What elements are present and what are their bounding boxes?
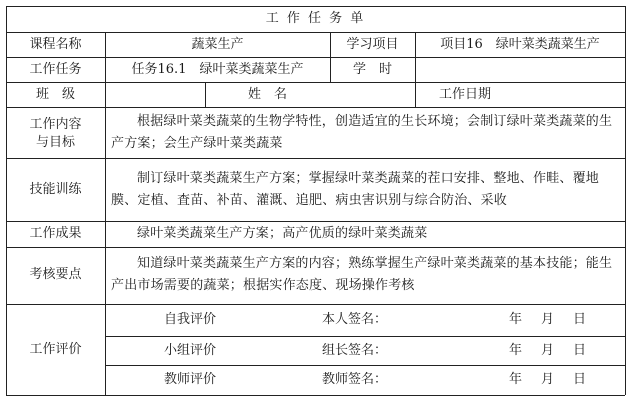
content-text: 根据绿叶菜类蔬菜的生物学特性，创造适宜的生长环境；会制订绿叶菜类蔬菜的生产方案；会生产绿叶菜类蔬菜: [111, 114, 613, 151]
sheet-title: 工 作 任 务 单: [265, 11, 366, 26]
eval-type-group: 小组评价: [163, 343, 216, 358]
rule: [105, 365, 625, 366]
eval-date-group: 年 月 日: [509, 343, 590, 358]
rule: [6, 107, 625, 108]
skills-text: 制订绿叶菜类蔬菜生产方案；掌握绿叶菜类蔬菜的茬口安排、整地、作畦、覆地膜、定植、査苗、补苗、灌溉、追肥、病虫害识别与综合防治、采收: [111, 171, 600, 208]
task-label: 工作任务: [29, 62, 82, 77]
rule: [6, 82, 625, 83]
rule: [105, 32, 106, 395]
rule: [105, 336, 625, 337]
name-label: 姓 名: [247, 87, 287, 102]
eval-sign-self: 本人签名：: [322, 312, 388, 327]
project-value: 项目16 绿叶菜类蔬菜生产: [440, 37, 600, 52]
rule: [6, 247, 625, 248]
course-label: 课程名称: [29, 37, 82, 52]
results-label: 工作成果: [29, 226, 82, 241]
skills-label: 技能训练: [29, 182, 82, 197]
eval-type-teacher: 教师评价: [163, 372, 216, 387]
date-label: 工作日期: [438, 87, 491, 102]
eval-date-self: 年 月 日: [509, 312, 590, 327]
rule: [6, 304, 625, 305]
content-label-line2: 与目标: [35, 135, 75, 150]
rule: [6, 158, 625, 159]
eval-date-teacher: 年 月 日: [509, 372, 590, 387]
rule: [6, 395, 625, 396]
rule: [625, 6, 626, 395]
course-value: 蔬菜生产: [191, 37, 244, 52]
class-label: 班 级: [35, 87, 75, 102]
assess-text: 知道绿叶菜类蔬菜生产方案的内容；熟练掌握生产绿叶菜类蔬菜的基本技能；能生产出市场需要的蔬菜；根据实作态度、现场操作考核: [111, 256, 613, 293]
hours-label: 学 时: [352, 62, 392, 77]
results-text: 绿叶菜类蔬菜生产方案；高产优质的绿叶菜类蔬菜: [137, 226, 428, 241]
task-value: 任务16.1 绿叶菜类蔬菜生产: [131, 62, 304, 77]
eval-type-self: 自我评价: [163, 312, 216, 327]
content-label-line1: 工作内容: [29, 117, 82, 132]
eval-sign-group: 组长签名：: [322, 343, 388, 358]
eval-sign-teacher: 教师签名：: [322, 372, 388, 387]
rule: [6, 221, 625, 222]
rule: [6, 32, 625, 33]
content-label: [6, 116, 105, 152]
rule: [6, 57, 625, 58]
project-label: 学习项目: [346, 37, 399, 52]
eval-label: 工作评价: [29, 342, 82, 357]
assess-label: 考核要点: [29, 267, 82, 282]
rule: [6, 6, 625, 7]
